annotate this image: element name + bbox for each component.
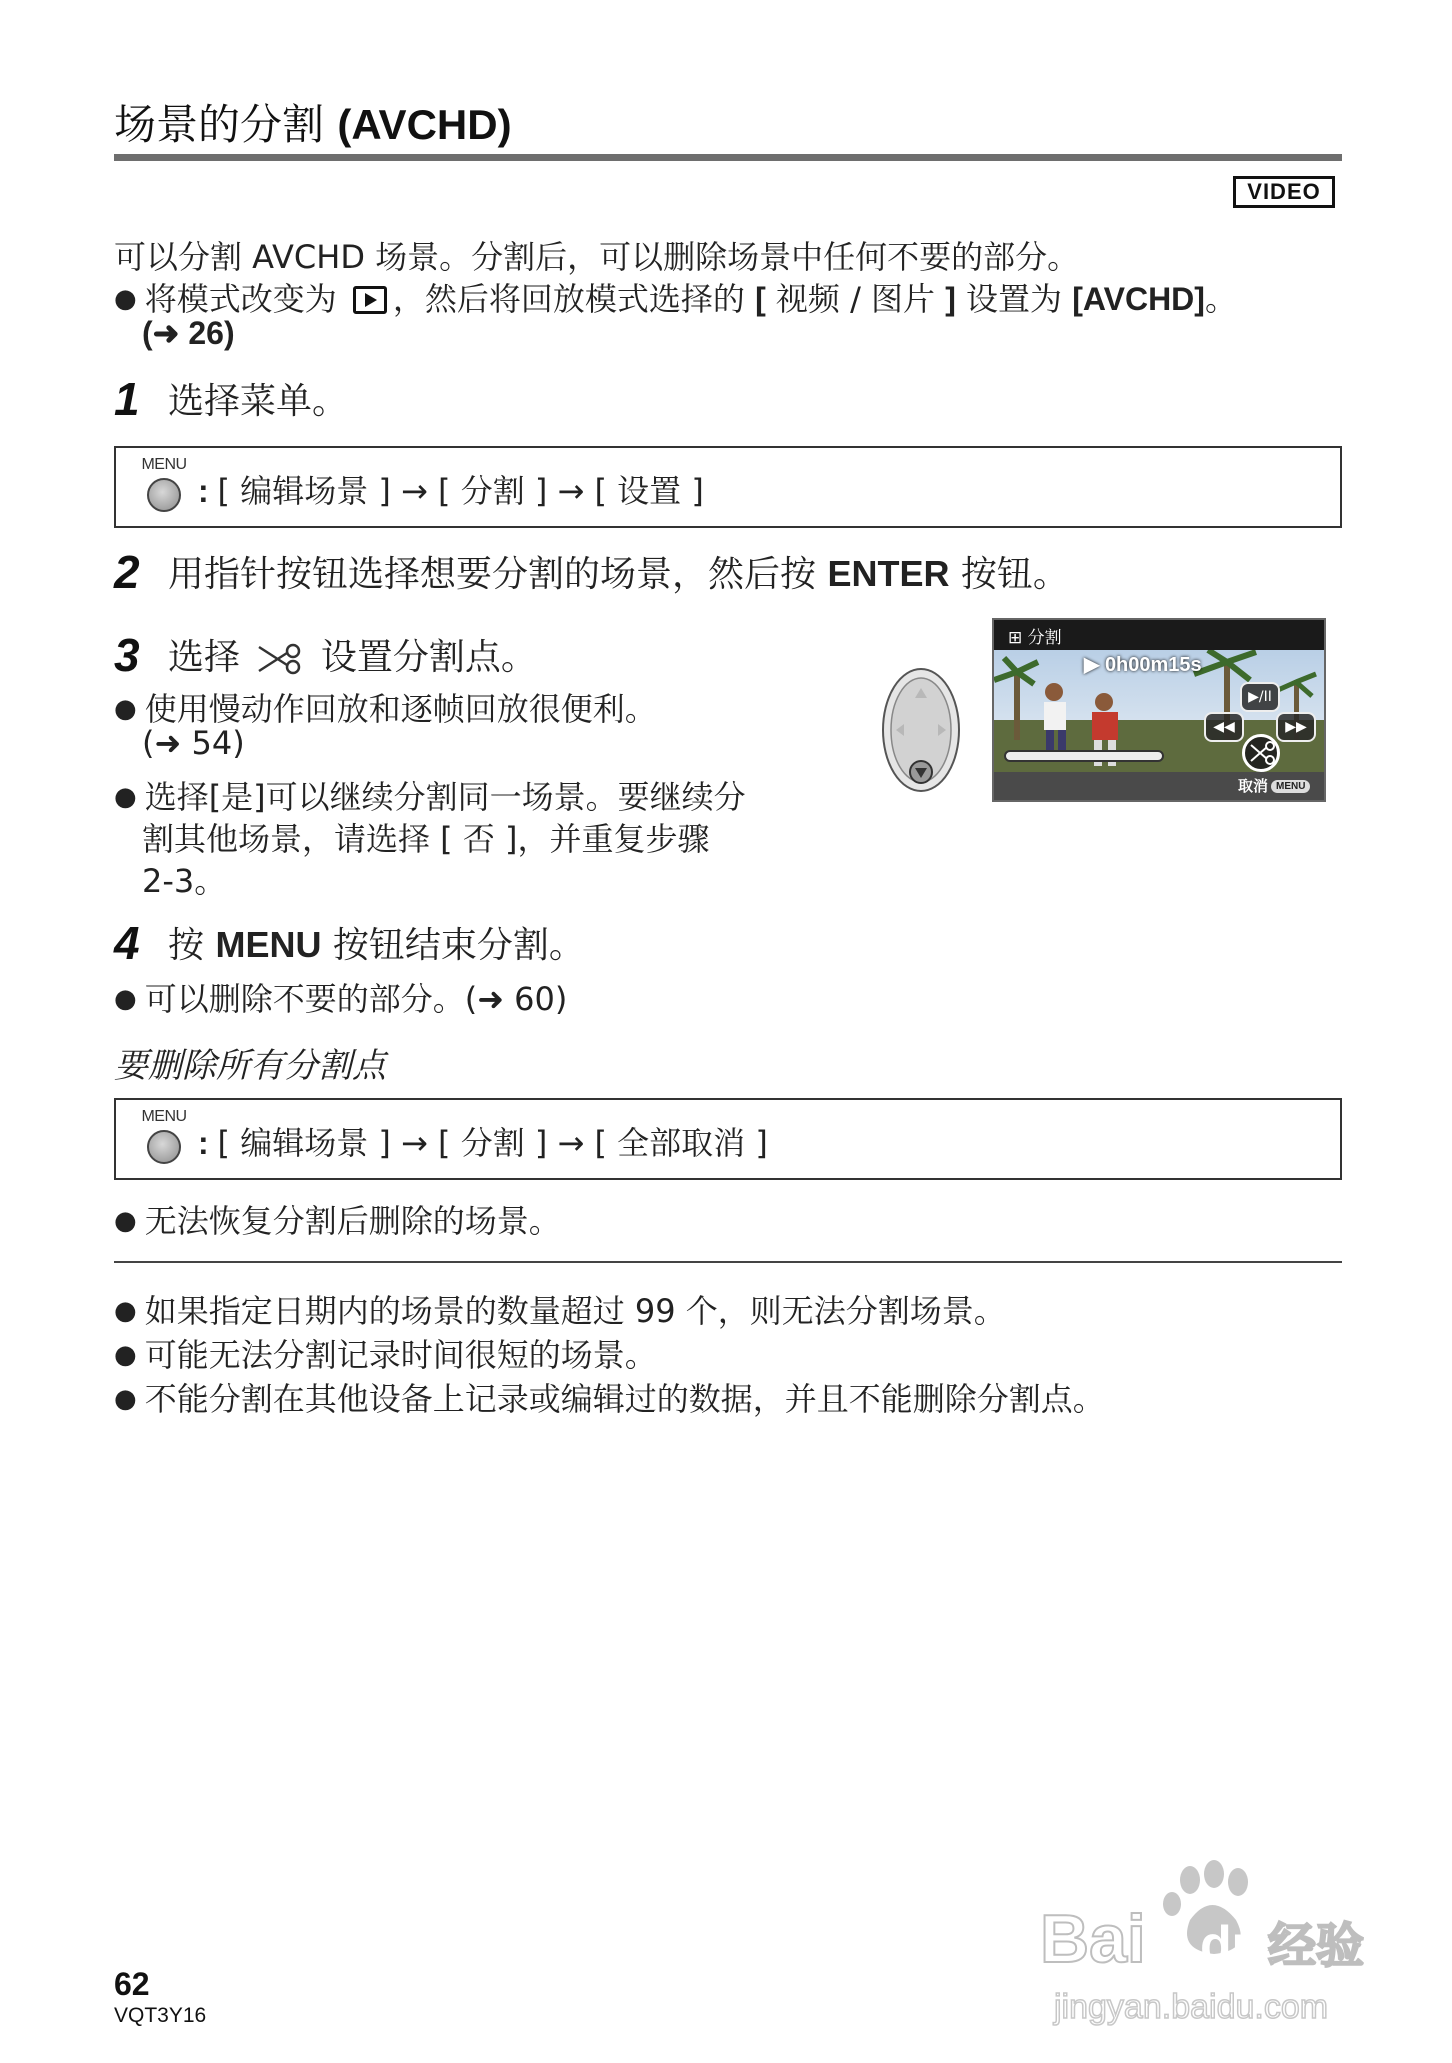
divide-mode-icon: ⊞ — [1008, 628, 1028, 648]
playback-progress-bar[interactable] — [1004, 750, 1164, 762]
page-number: 62 — [114, 1966, 150, 2002]
prereq-bracket-open: [ — [755, 281, 766, 317]
menu-item-edit-scene: [ 编辑场景 ] — [217, 472, 391, 510]
screen-title — [1008, 623, 1062, 648]
video-badge: VIDEO — [1233, 176, 1335, 208]
menu-icon-label: MENU — [141, 1108, 187, 1125]
bullet-icon: ● — [114, 1384, 137, 1414]
section-divider — [114, 1261, 1342, 1263]
menu-button-graphic — [147, 1130, 181, 1164]
menu-item-divide: [ 分割 ] — [438, 472, 548, 510]
step-3-note-2-line2: 割其他场景，请选择 [ 否 ]，并重复步骤 — [142, 820, 710, 858]
delete-all-note — [114, 1196, 561, 1242]
page-title-main: 场景的分割 — [114, 100, 338, 149]
page-title-suffix: (AVCHD) — [337, 101, 512, 148]
prereq-part1: 将模式改变为 — [144, 280, 347, 318]
menu-item-set: [ 设置 ] — [594, 472, 704, 510]
intro-text: 可以分割 AVCHD 场景。分割后，可以删除场景中任何不要的部分。 — [114, 238, 1080, 276]
rewind-button[interactable]: ◀◀ — [1204, 712, 1244, 742]
prereq-part4: 。 — [1204, 280, 1237, 318]
step-2-number: 2 — [114, 546, 140, 598]
prereq-bracket-close: ] — [945, 281, 956, 317]
step-4 — [114, 916, 585, 970]
note-item — [114, 1286, 1006, 1332]
menu-path-box-setup — [114, 446, 1342, 528]
bullet-icon: ● — [114, 984, 137, 1014]
menu-item-edit-scene: [ 编辑场景 ] — [217, 1124, 391, 1162]
cancel-button[interactable] — [1238, 775, 1310, 796]
bullet-icon: ● — [114, 782, 137, 812]
step-4-number: 4 — [114, 917, 140, 969]
step-3-text-b: 设置分割点。 — [309, 637, 537, 678]
step-3-note-2-line3: 2-3。 — [142, 862, 227, 900]
step-3-note-2-line1: 选择[是]可以继续分割同一场景。要继续分 — [144, 778, 746, 816]
play-pause-button[interactable]: ▶/II — [1240, 682, 1280, 712]
baidu-watermark-logo — [1040, 1850, 1370, 2030]
cancel-label: 取消 — [1238, 777, 1269, 795]
menu-path-box-cancel-all — [114, 1098, 1342, 1180]
prereq-option: 视频 / 图片 — [765, 280, 946, 318]
note-item — [114, 1374, 1105, 1420]
step-3-number: 3 — [114, 629, 140, 681]
step-4-note-ref: (➜ 60) — [464, 980, 568, 1018]
step-3-text-a: 选择 — [168, 637, 252, 678]
screen-time-value: 0h00m15s — [1104, 654, 1202, 676]
title-rule — [114, 154, 1342, 161]
prereq-part3: 设置为 — [955, 280, 1073, 318]
prereq-part2: ，然后将回放模式选择的 — [392, 280, 756, 318]
menu-path-colon: : — [198, 473, 218, 509]
step-4-note — [114, 974, 567, 1020]
watermark-text-bai: Bai — [1040, 1901, 1146, 1977]
step-4-text-b: 按钮结束分割。 — [321, 925, 585, 966]
step-3-note-1-ref: (➜ 54) — [142, 724, 245, 762]
step-3 — [114, 628, 537, 682]
screen-timecode — [1084, 652, 1202, 677]
scissors-icon — [257, 643, 303, 675]
step-4-note-text: 可以删除不要的部分。 — [144, 980, 465, 1018]
step-4-text-a: 按 — [168, 925, 216, 966]
menu-item-divide: [ 分割 ] — [438, 1124, 548, 1162]
page-title — [114, 92, 512, 152]
bullet-icon: ● — [114, 1206, 137, 1236]
menu-button-graphic — [147, 478, 181, 512]
play-mode-icon — [353, 286, 387, 314]
screen-title-text: 分割 — [1027, 628, 1062, 648]
bullet-icon: ● — [114, 1296, 137, 1326]
bullet-icon: ● — [114, 284, 137, 314]
bullet-icon: ● — [114, 694, 137, 724]
camera-screen — [992, 618, 1326, 802]
step-2-text-b: 按钮。 — [949, 554, 1069, 595]
step-2-key: ENTER — [827, 553, 950, 594]
watermark-url: jingyan.baidu.com — [1054, 1988, 1329, 2026]
menu-arrow: → — [390, 1124, 439, 1162]
divide-scissors-button[interactable] — [1242, 734, 1280, 772]
watermark-text-du: du — [1200, 1916, 1264, 1974]
delete-all-heading: 要删除所有分割点 — [114, 1046, 386, 1086]
joystick-icon — [880, 666, 962, 794]
menu-path-colon: : — [198, 1125, 218, 1161]
step-3-note-1-line1: 使用慢动作回放和逐帧回放很便利。 — [144, 690, 657, 728]
menu-icon-label: MENU — [141, 456, 187, 473]
menu-item-cancel-all: [ 全部取消 ] — [594, 1124, 768, 1162]
note-text: 可能无法分割记录时间很短的场景。 — [144, 1336, 657, 1374]
screen-title-bar — [994, 620, 1324, 650]
menu-arrow: → — [390, 472, 439, 510]
play-indicator-icon: ▶ — [1084, 654, 1105, 676]
delete-all-note-text: 无法恢复分割后删除的场景。 — [144, 1202, 561, 1240]
step-1-number: 1 — [114, 373, 140, 425]
menu-path-cancel-all — [198, 1118, 768, 1164]
menu-arrow: → — [547, 472, 595, 510]
menu-button-icon — [138, 456, 190, 522]
fast-forward-button[interactable]: ▶▶ — [1276, 712, 1316, 742]
bullet-icon: ● — [114, 1340, 137, 1370]
step-2-text-a: 用指针按钮选择想要分割的场景，然后按 — [168, 554, 828, 595]
prereq-bullet — [114, 274, 1237, 320]
note-item — [114, 1330, 657, 1376]
note-text: 如果指定日期内的场景的数量超过 99 个，则无法分割场景。 — [144, 1292, 1006, 1330]
note-text: 不能分割在其他设备上记录或编辑过的数据，并且不能删除分割点。 — [144, 1380, 1105, 1418]
scissors-icon — [1245, 737, 1277, 769]
watermark-text-jingyan: 经验 — [1268, 1918, 1365, 1974]
menu-pill: MENU — [1271, 780, 1310, 793]
menu-path-setup — [198, 466, 704, 512]
step-1-text: 选择菜单。 — [168, 381, 349, 422]
menu-arrow: → — [547, 1124, 595, 1162]
document-code: VQT3Y16 — [114, 2004, 207, 2027]
step-1 — [114, 372, 348, 426]
prereq-ref: (➜ 26) — [142, 315, 235, 351]
step-3-note-2 — [114, 772, 746, 818]
prereq-value: [AVCHD] — [1072, 281, 1205, 317]
step-2 — [114, 545, 1069, 599]
menu-button-icon — [138, 1108, 190, 1174]
step-4-key: MENU — [215, 924, 322, 965]
